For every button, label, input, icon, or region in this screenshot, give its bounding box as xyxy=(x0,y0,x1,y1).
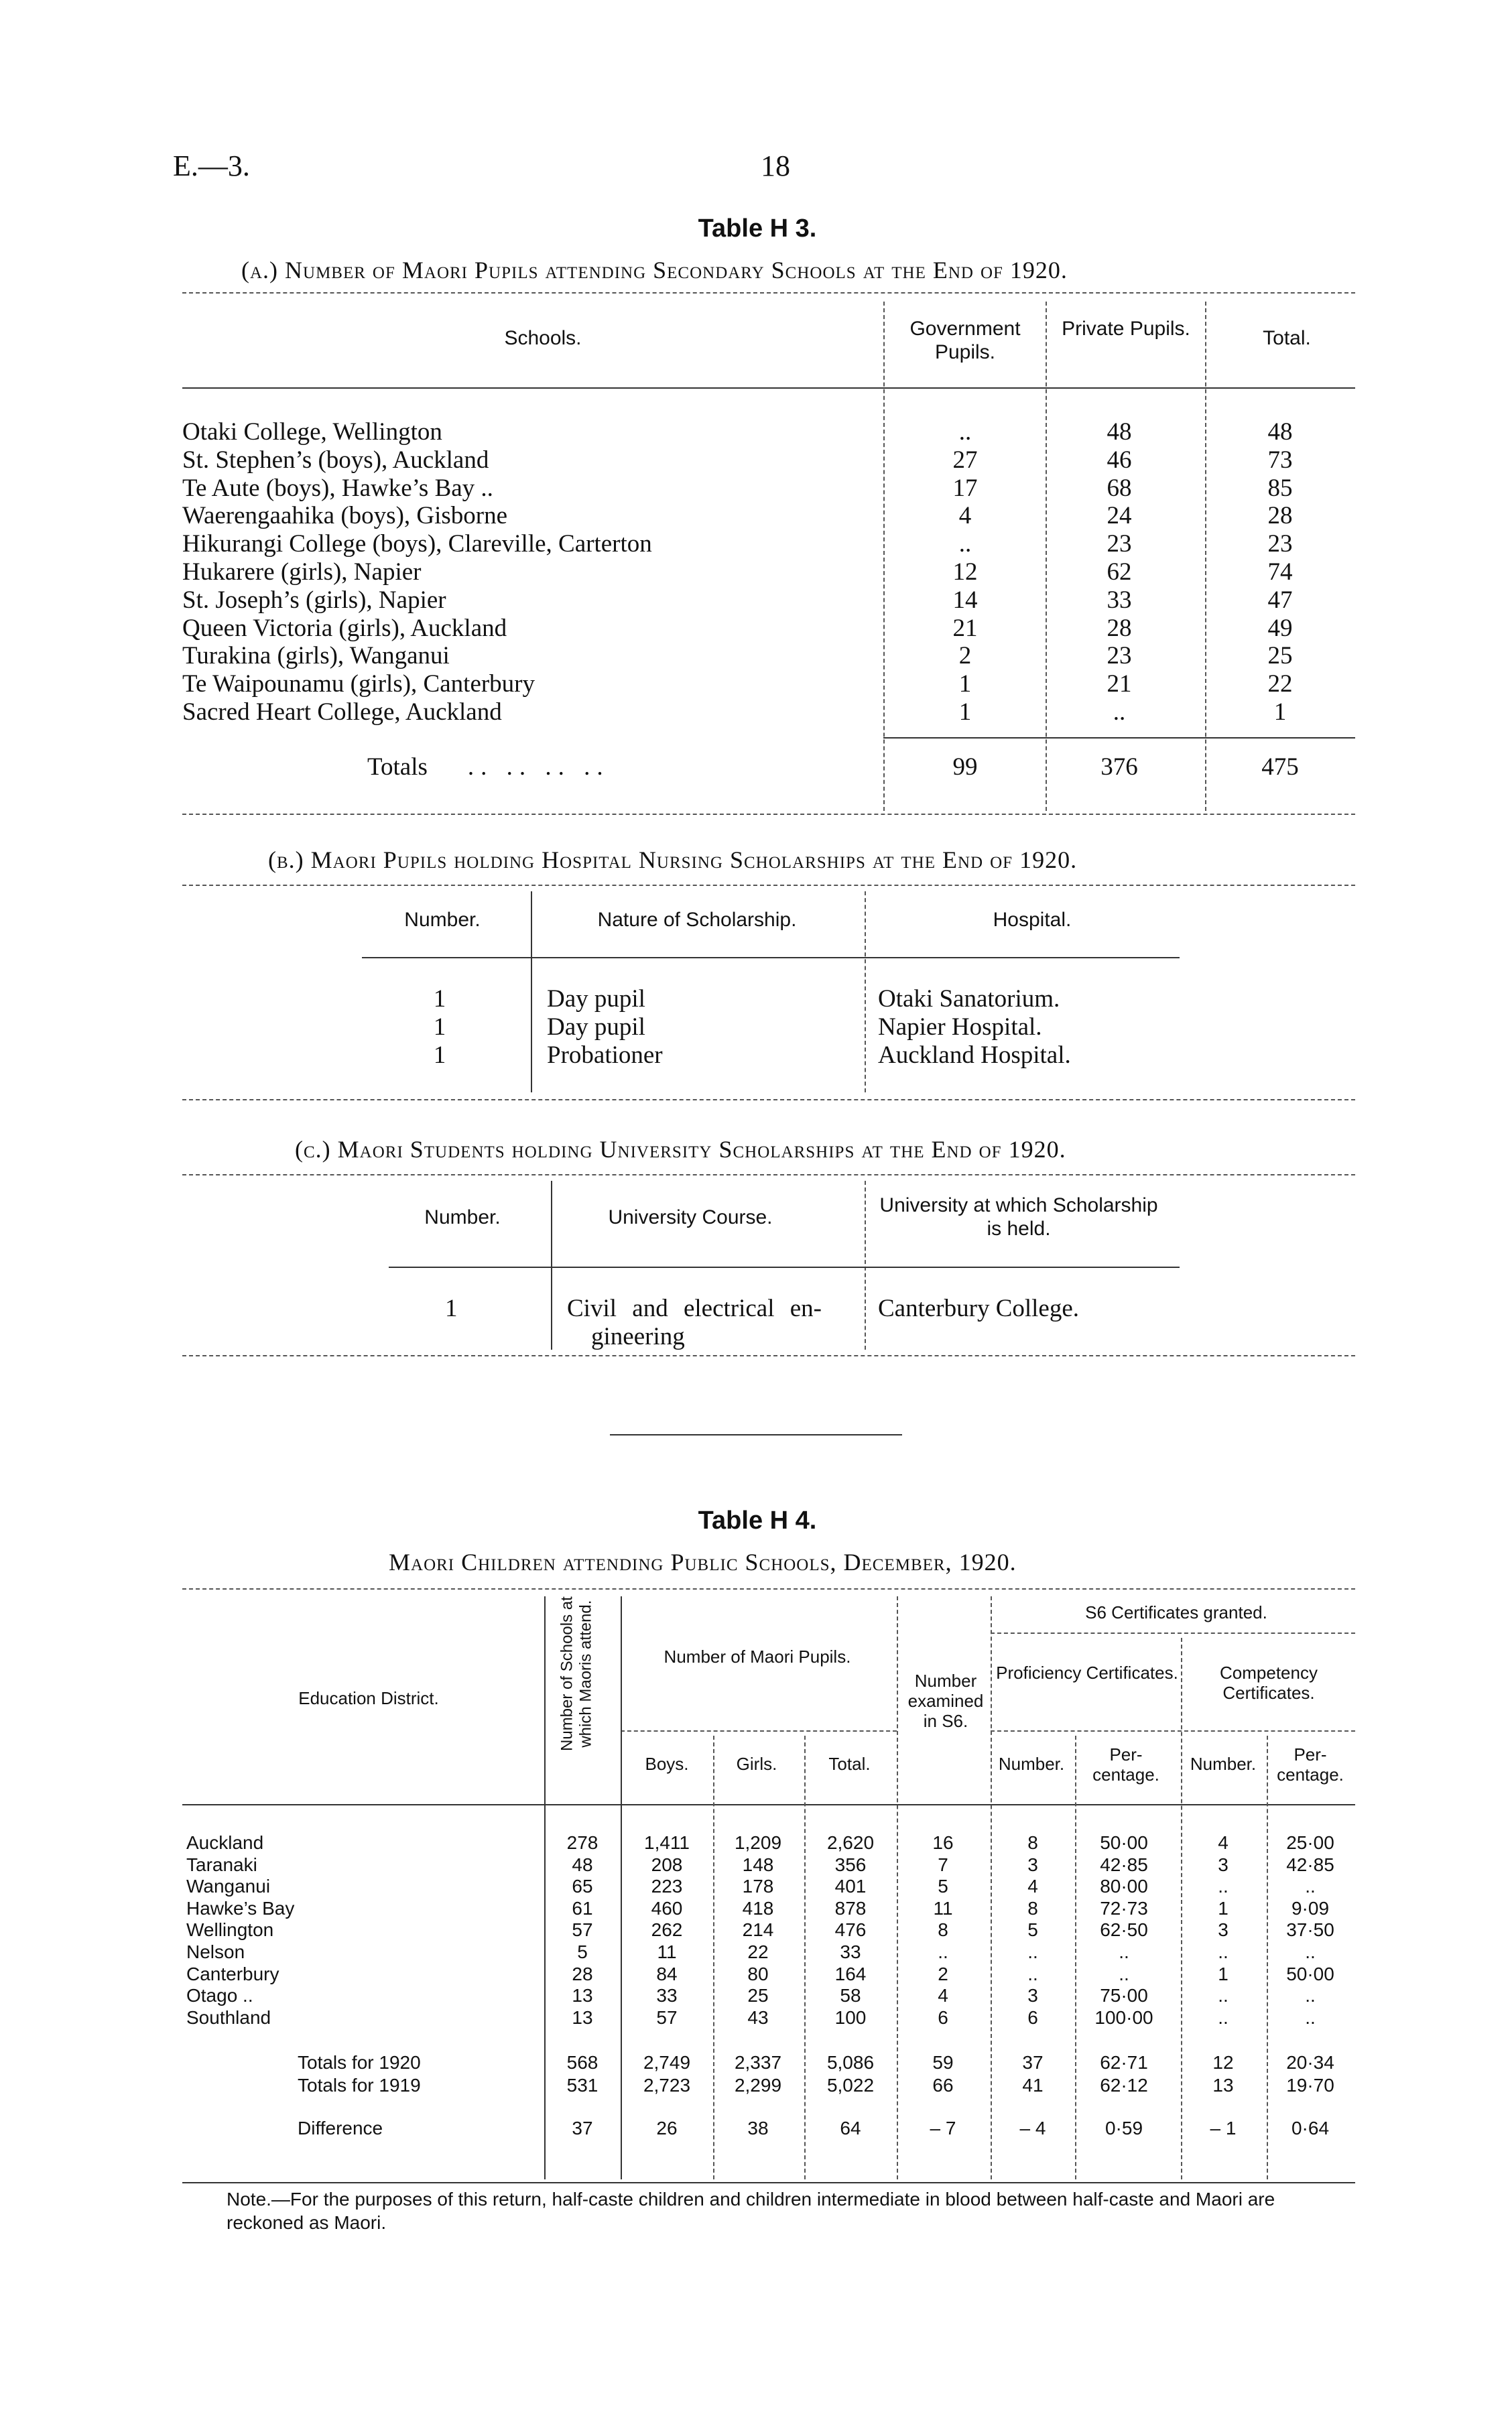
h4-difference-total: 64 xyxy=(840,2118,861,2138)
h4-row-label: Wellington xyxy=(186,1919,274,1941)
h3b-header-nature: Nature of Scholarship. xyxy=(597,909,797,931)
h3a-row-total: 47 xyxy=(1267,586,1293,614)
h3a-row-govt: .. xyxy=(958,418,972,446)
h3a-row-private: 33 xyxy=(1107,586,1132,614)
h4-row-boys: 208 xyxy=(651,1854,683,1875)
h4-row-prof-p: 62·50 xyxy=(1100,1919,1148,1941)
h4-row-label: Canterbury xyxy=(186,1963,279,1984)
h4-header-girls: Girls. xyxy=(736,1754,777,1774)
h4-row-label: Auckland xyxy=(186,1832,264,1853)
h4-totals-comp-n: 12 xyxy=(1212,2052,1234,2073)
h4-row-schools: 48 xyxy=(572,1854,593,1875)
h4-difference-comp-n: – 1 xyxy=(1210,2118,1237,2138)
h4-row-examined: .. xyxy=(938,1941,948,1962)
h3a-row-school: Te Waipounamu (girls), Canterbury xyxy=(182,670,536,698)
h4-note: Note.—For the purposes of this return, half-caste children and children intermediate in blood between half-caste and Maori are reckoned as Maori. xyxy=(227,2189,1275,2233)
h4-header-total: Total. xyxy=(828,1754,871,1774)
h4-totals-comp-p: 20·34 xyxy=(1286,2052,1334,2073)
h4-row-boys: 33 xyxy=(656,1985,678,2006)
h4-totals-total: 5,086 xyxy=(826,2052,875,2073)
h3a-row-school: Te Aute (boys), Hawke’s Bay .. xyxy=(182,474,493,502)
h4-row-examined: 8 xyxy=(938,1919,948,1941)
h4-difference-label: Difference xyxy=(298,2118,383,2138)
h4-row-prof-n: 5 xyxy=(1027,1919,1038,1941)
h4-row-comp-p: 50·00 xyxy=(1286,1963,1334,1984)
h3a-row-school: Queen Victoria (girls), Auckland xyxy=(182,614,507,642)
h4-row-girls: 178 xyxy=(742,1876,774,1897)
h4-row-total: 356 xyxy=(834,1854,867,1875)
h3a-row-school: Waerengaahika (boys), Gisborne xyxy=(182,502,508,530)
h3a-row-private: 21 xyxy=(1107,670,1132,698)
h3a-row-govt: 14 xyxy=(952,586,978,614)
h4-row-prof-p: 50·00 xyxy=(1100,1832,1148,1853)
h4-row-total: 164 xyxy=(834,1963,867,1984)
h3a-row-govt: .. xyxy=(958,530,972,558)
h3b-row-hospital: Auckland Hospital. xyxy=(878,1041,1071,1069)
h4-row-girls: 148 xyxy=(742,1854,774,1875)
h3a-row-govt: 12 xyxy=(952,558,978,586)
h3a-row-total: 74 xyxy=(1267,558,1293,586)
h3a-row-total: 85 xyxy=(1267,474,1293,502)
h4-row-comp-n: 4 xyxy=(1218,1832,1228,1853)
h4-row-girls: 418 xyxy=(742,1897,774,1919)
page-ref: E.—3. xyxy=(173,149,250,182)
h3a-row-total: 22 xyxy=(1267,670,1293,698)
h4-difference-schools: 37 xyxy=(572,2118,593,2138)
h4-row-boys: 11 xyxy=(657,1941,677,1962)
h3a-row-school: Otaki College, Wellington xyxy=(182,418,442,446)
h3a-row-private: 48 xyxy=(1107,418,1132,446)
h4-totals-prof-n: 37 xyxy=(1022,2052,1044,2073)
h4-row-schools: 13 xyxy=(572,1985,593,2006)
h3c-row-course-1: Civil and electrical en- xyxy=(567,1295,822,1322)
h4-totals-label: Totals for 1920 xyxy=(298,2052,421,2073)
h4-row-comp-p: .. xyxy=(1305,1876,1316,1897)
h4-row-prof-n: 4 xyxy=(1027,1876,1038,1897)
table-h4-title: Table H 4. xyxy=(698,1507,817,1535)
h4-row-schools: 13 xyxy=(572,2006,593,2028)
h4-row-schools: 65 xyxy=(572,1876,593,1897)
h4-header-prof-percentage: Per-centage. xyxy=(1092,1744,1159,1785)
h4-header-prof-number: Number. xyxy=(998,1754,1065,1774)
h3a-row-govt: 1 xyxy=(958,670,972,698)
h4-header-certs: S6 Certificates granted. xyxy=(1085,1602,1267,1622)
h4-row-total: 33 xyxy=(840,1941,861,1962)
h3a-row-govt: 4 xyxy=(958,502,972,530)
h4-header-examined: Number examined in S6. xyxy=(907,1671,984,1731)
h3c-header-course: University Course. xyxy=(608,1206,773,1228)
h4-header-comp-percentage: Per-centage. xyxy=(1277,1744,1344,1785)
h3b-header-hospital: Hospital. xyxy=(993,909,1072,931)
h4-row-boys: 262 xyxy=(651,1919,683,1941)
table-h3b-caption: (b.) Maori Pupils holding Hospital Nursing Scholarships at the End of 1920. xyxy=(268,846,1078,873)
h4-row-comp-p: .. xyxy=(1305,1941,1316,1962)
h4-row-boys: 1,411 xyxy=(644,1832,690,1853)
h4-row-comp-p: 9·09 xyxy=(1291,1897,1330,1919)
h3a-totals-label: Totals .. .. .. .. xyxy=(367,753,610,781)
h3b-row-nature: Day pupil xyxy=(547,985,645,1013)
h4-header-comp-number: Number. xyxy=(1190,1754,1257,1774)
h3c-header-university: University at which Scholarship is held. xyxy=(879,1194,1158,1240)
h4-totals-boys: 2,749 xyxy=(643,2052,691,2073)
h4-header-comp: Competency Certificates. xyxy=(1220,1663,1318,1703)
h3a-row-school: Hukarere (girls), Napier xyxy=(182,558,422,586)
h3a-row-school: St. Joseph’s (girls), Napier xyxy=(182,586,446,614)
h4-row-schools: 28 xyxy=(572,1963,593,1984)
h4-row-girls: 25 xyxy=(747,1985,769,2006)
h4-row-label: Hawke’s Bay xyxy=(186,1897,295,1919)
h4-row-prof-p: 80·00 xyxy=(1100,1876,1148,1897)
h3a-header-private: Private Pupils. xyxy=(1062,318,1190,340)
h3a-row-private: 62 xyxy=(1107,558,1132,586)
h4-row-girls: 1,209 xyxy=(734,1832,782,1853)
h3c-row-university: Canterbury College. xyxy=(878,1295,1080,1322)
h4-totals-comp-p: 19·70 xyxy=(1286,2075,1334,2096)
h4-totals-total: 5,022 xyxy=(826,2075,875,2096)
h3c-header-number: Number. xyxy=(424,1206,501,1228)
h3a-totals-govt: 99 xyxy=(952,753,978,781)
h4-row-comp-p: 25·00 xyxy=(1286,1832,1334,1853)
h4-difference-girls: 38 xyxy=(747,2118,769,2138)
h4-totals-girls: 2,337 xyxy=(734,2052,782,2073)
h3a-row-total: 1 xyxy=(1273,698,1287,726)
table-h3c-caption: (c.) Maori Students holding University Scholarships at the End of 1920. xyxy=(295,1136,1066,1163)
h4-row-comp-n: .. xyxy=(1218,2006,1228,2028)
h4-row-comp-n: 3 xyxy=(1218,1854,1228,1875)
h4-row-prof-n: 6 xyxy=(1027,2006,1038,2028)
h4-row-total: 476 xyxy=(834,1919,867,1941)
h4-row-schools: 57 xyxy=(572,1919,593,1941)
h3a-header-total: Total. xyxy=(1263,327,1311,349)
h4-row-prof-p: 72·73 xyxy=(1100,1897,1148,1919)
h3a-row-school: Turakina (girls), Wanganui xyxy=(182,642,450,670)
h4-row-examined: 11 xyxy=(933,1897,953,1919)
h4-row-total: 100 xyxy=(834,2006,867,2028)
h3b-row-number: 1 xyxy=(433,1013,446,1041)
h3b-row-number: 1 xyxy=(433,985,446,1013)
h3a-header-schools: Schools. xyxy=(504,327,582,349)
h3a-totals-total: 475 xyxy=(1261,753,1299,781)
h4-row-prof-p: .. xyxy=(1119,1941,1129,1962)
h4-difference-comp-p: 0·64 xyxy=(1291,2118,1330,2138)
h3a-row-govt: 21 xyxy=(952,614,978,642)
h4-row-boys: 223 xyxy=(651,1876,683,1897)
h4-row-comp-p: .. xyxy=(1305,2006,1316,2028)
h3b-row-number: 1 xyxy=(433,1041,446,1069)
h3b-row-hospital: Otaki Sanatorium. xyxy=(878,985,1060,1013)
h3a-row-private: .. xyxy=(1113,698,1126,726)
h4-row-examined: 6 xyxy=(938,2006,948,2028)
h3b-row-hospital: Napier Hospital. xyxy=(878,1013,1042,1041)
h4-row-comp-p: 37·50 xyxy=(1286,1919,1334,1941)
h4-row-examined: 5 xyxy=(938,1876,948,1897)
h3a-row-total: 48 xyxy=(1267,418,1293,446)
h4-row-prof-p: .. xyxy=(1119,1963,1129,1984)
h4-header-prof: Proficiency Certificates. xyxy=(996,1663,1178,1683)
h4-totals-prof-p: 62·12 xyxy=(1100,2075,1148,2096)
h3a-row-govt: 2 xyxy=(958,642,972,670)
h3a-row-private: 68 xyxy=(1107,474,1132,502)
h3a-row-private: 28 xyxy=(1107,614,1132,642)
table-h4-caption: Maori Children attending Public Schools, December, 1920. xyxy=(389,1549,1017,1576)
h4-row-examined: 16 xyxy=(932,1832,954,1853)
h4-row-prof-n: 3 xyxy=(1027,1854,1038,1875)
h4-row-comp-p: 42·85 xyxy=(1286,1854,1334,1875)
h4-row-label: Taranaki xyxy=(186,1854,257,1875)
h4-row-label: Southland xyxy=(186,2006,271,2028)
h4-row-girls: 80 xyxy=(747,1963,769,1984)
h4-row-boys: 460 xyxy=(651,1897,683,1919)
h3a-row-total: 23 xyxy=(1267,530,1293,558)
h3a-totals-private: 376 xyxy=(1100,753,1138,781)
h4-row-prof-p: 75·00 xyxy=(1100,1985,1148,2006)
h4-difference-prof-p: 0·59 xyxy=(1105,2118,1143,2138)
h3c-row-number: 1 xyxy=(445,1295,458,1322)
h4-header-boys: Boys. xyxy=(645,1754,689,1774)
h3a-row-school: Sacred Heart College, Auckland xyxy=(182,698,502,726)
h4-row-girls: 22 xyxy=(747,1941,769,1962)
h4-row-boys: 57 xyxy=(656,2006,678,2028)
h4-totals-boys: 2,723 xyxy=(643,2075,691,2096)
h3a-row-govt: 27 xyxy=(952,446,978,474)
h3a-row-private: 23 xyxy=(1107,530,1132,558)
h3a-row-total: 25 xyxy=(1267,642,1293,670)
h4-row-prof-n: 3 xyxy=(1027,1985,1038,2006)
h3b-row-nature: Day pupil xyxy=(547,1013,645,1041)
h4-row-boys: 84 xyxy=(656,1963,678,1984)
h4-difference-boys: 26 xyxy=(656,2118,678,2138)
h4-totals-schools: 568 xyxy=(566,2052,598,2073)
h4-row-total: 2,620 xyxy=(826,1832,875,1853)
h4-row-schools: 278 xyxy=(566,1832,598,1853)
h4-totals-prof-p: 62·71 xyxy=(1100,2052,1148,2073)
h4-header-district: Education District. xyxy=(298,1688,439,1708)
h4-row-label: Wanganui xyxy=(186,1876,271,1897)
h3a-row-govt: 1 xyxy=(958,698,972,726)
h4-row-prof-n: .. xyxy=(1027,1963,1038,1984)
h4-row-comp-n: .. xyxy=(1218,1985,1228,2006)
h4-row-prof-n: .. xyxy=(1027,1941,1038,1962)
h3a-row-school: St. Stephen’s (boys), Auckland xyxy=(182,446,489,474)
h4-row-examined: 2 xyxy=(938,1963,948,1984)
h3a-row-total: 49 xyxy=(1267,614,1293,642)
h4-row-examined: 7 xyxy=(938,1854,948,1875)
h3a-row-total: 73 xyxy=(1267,446,1293,474)
h4-totals-examined: 59 xyxy=(932,2052,954,2073)
h4-row-label: Otago .. xyxy=(186,1985,253,2006)
h4-row-schools: 61 xyxy=(572,1897,593,1919)
h4-row-comp-n: 1 xyxy=(1218,1897,1228,1919)
h4-difference-prof-n: – 4 xyxy=(1019,2118,1046,2138)
h4-row-comp-n: .. xyxy=(1218,1876,1228,1897)
table-h3-title: Table H 3. xyxy=(698,214,817,243)
h4-totals-label: Totals for 1919 xyxy=(298,2075,421,2096)
h4-difference-examined: – 7 xyxy=(930,2118,956,2138)
h3a-row-total: 28 xyxy=(1267,502,1293,530)
h4-totals-examined: 66 xyxy=(932,2075,954,2096)
h4-totals-prof-n: 41 xyxy=(1022,2075,1044,2096)
h4-row-girls: 214 xyxy=(742,1919,774,1941)
h4-header-pupils: Number of Maori Pupils. xyxy=(664,1647,851,1667)
h4-row-schools: 5 xyxy=(577,1941,588,1962)
h4-row-prof-p: 42·85 xyxy=(1100,1854,1148,1875)
h4-totals-girls: 2,299 xyxy=(734,2075,782,2096)
h3a-row-private: 24 xyxy=(1107,502,1132,530)
h4-row-prof-p: 100·00 xyxy=(1094,2006,1153,2028)
h3b-row-nature: Probationer xyxy=(547,1041,663,1069)
h3c-row-course-2: gineering xyxy=(591,1323,685,1350)
h4-totals-comp-n: 13 xyxy=(1212,2075,1234,2096)
h3b-header-number: Number. xyxy=(404,909,481,931)
h4-row-total: 58 xyxy=(840,1985,861,2006)
h4-row-total: 401 xyxy=(834,1876,867,1897)
h4-row-label: Nelson xyxy=(186,1941,245,1962)
h4-row-comp-n: 1 xyxy=(1218,1963,1228,1984)
h4-header-schools: Number of Schools at which Maoris attend. xyxy=(558,1596,594,1751)
h4-totals-schools: 531 xyxy=(566,2075,598,2096)
h4-row-prof-n: 8 xyxy=(1027,1832,1038,1853)
h4-row-prof-n: 8 xyxy=(1027,1897,1038,1919)
page-number: 18 xyxy=(761,149,790,182)
h4-row-comp-n: .. xyxy=(1218,1941,1228,1962)
table-h3a-caption: (a.) Number of Maori Pupils attending Secondary Schools at the End of 1920. xyxy=(241,257,1068,283)
h3a-row-private: 46 xyxy=(1107,446,1132,474)
h4-row-girls: 43 xyxy=(747,2006,769,2028)
h4-row-comp-p: .. xyxy=(1305,1985,1316,2006)
h4-row-comp-n: 3 xyxy=(1218,1919,1228,1941)
h4-row-total: 878 xyxy=(834,1897,867,1919)
h3a-row-govt: 17 xyxy=(952,474,978,502)
h3a-row-school: Hikurangi College (boys), Clareville, Carterton xyxy=(182,530,652,558)
h4-row-examined: 4 xyxy=(938,1985,948,2006)
h3a-row-private: 23 xyxy=(1107,642,1132,670)
h3a-header-govt: Government Pupils. xyxy=(909,318,1021,363)
